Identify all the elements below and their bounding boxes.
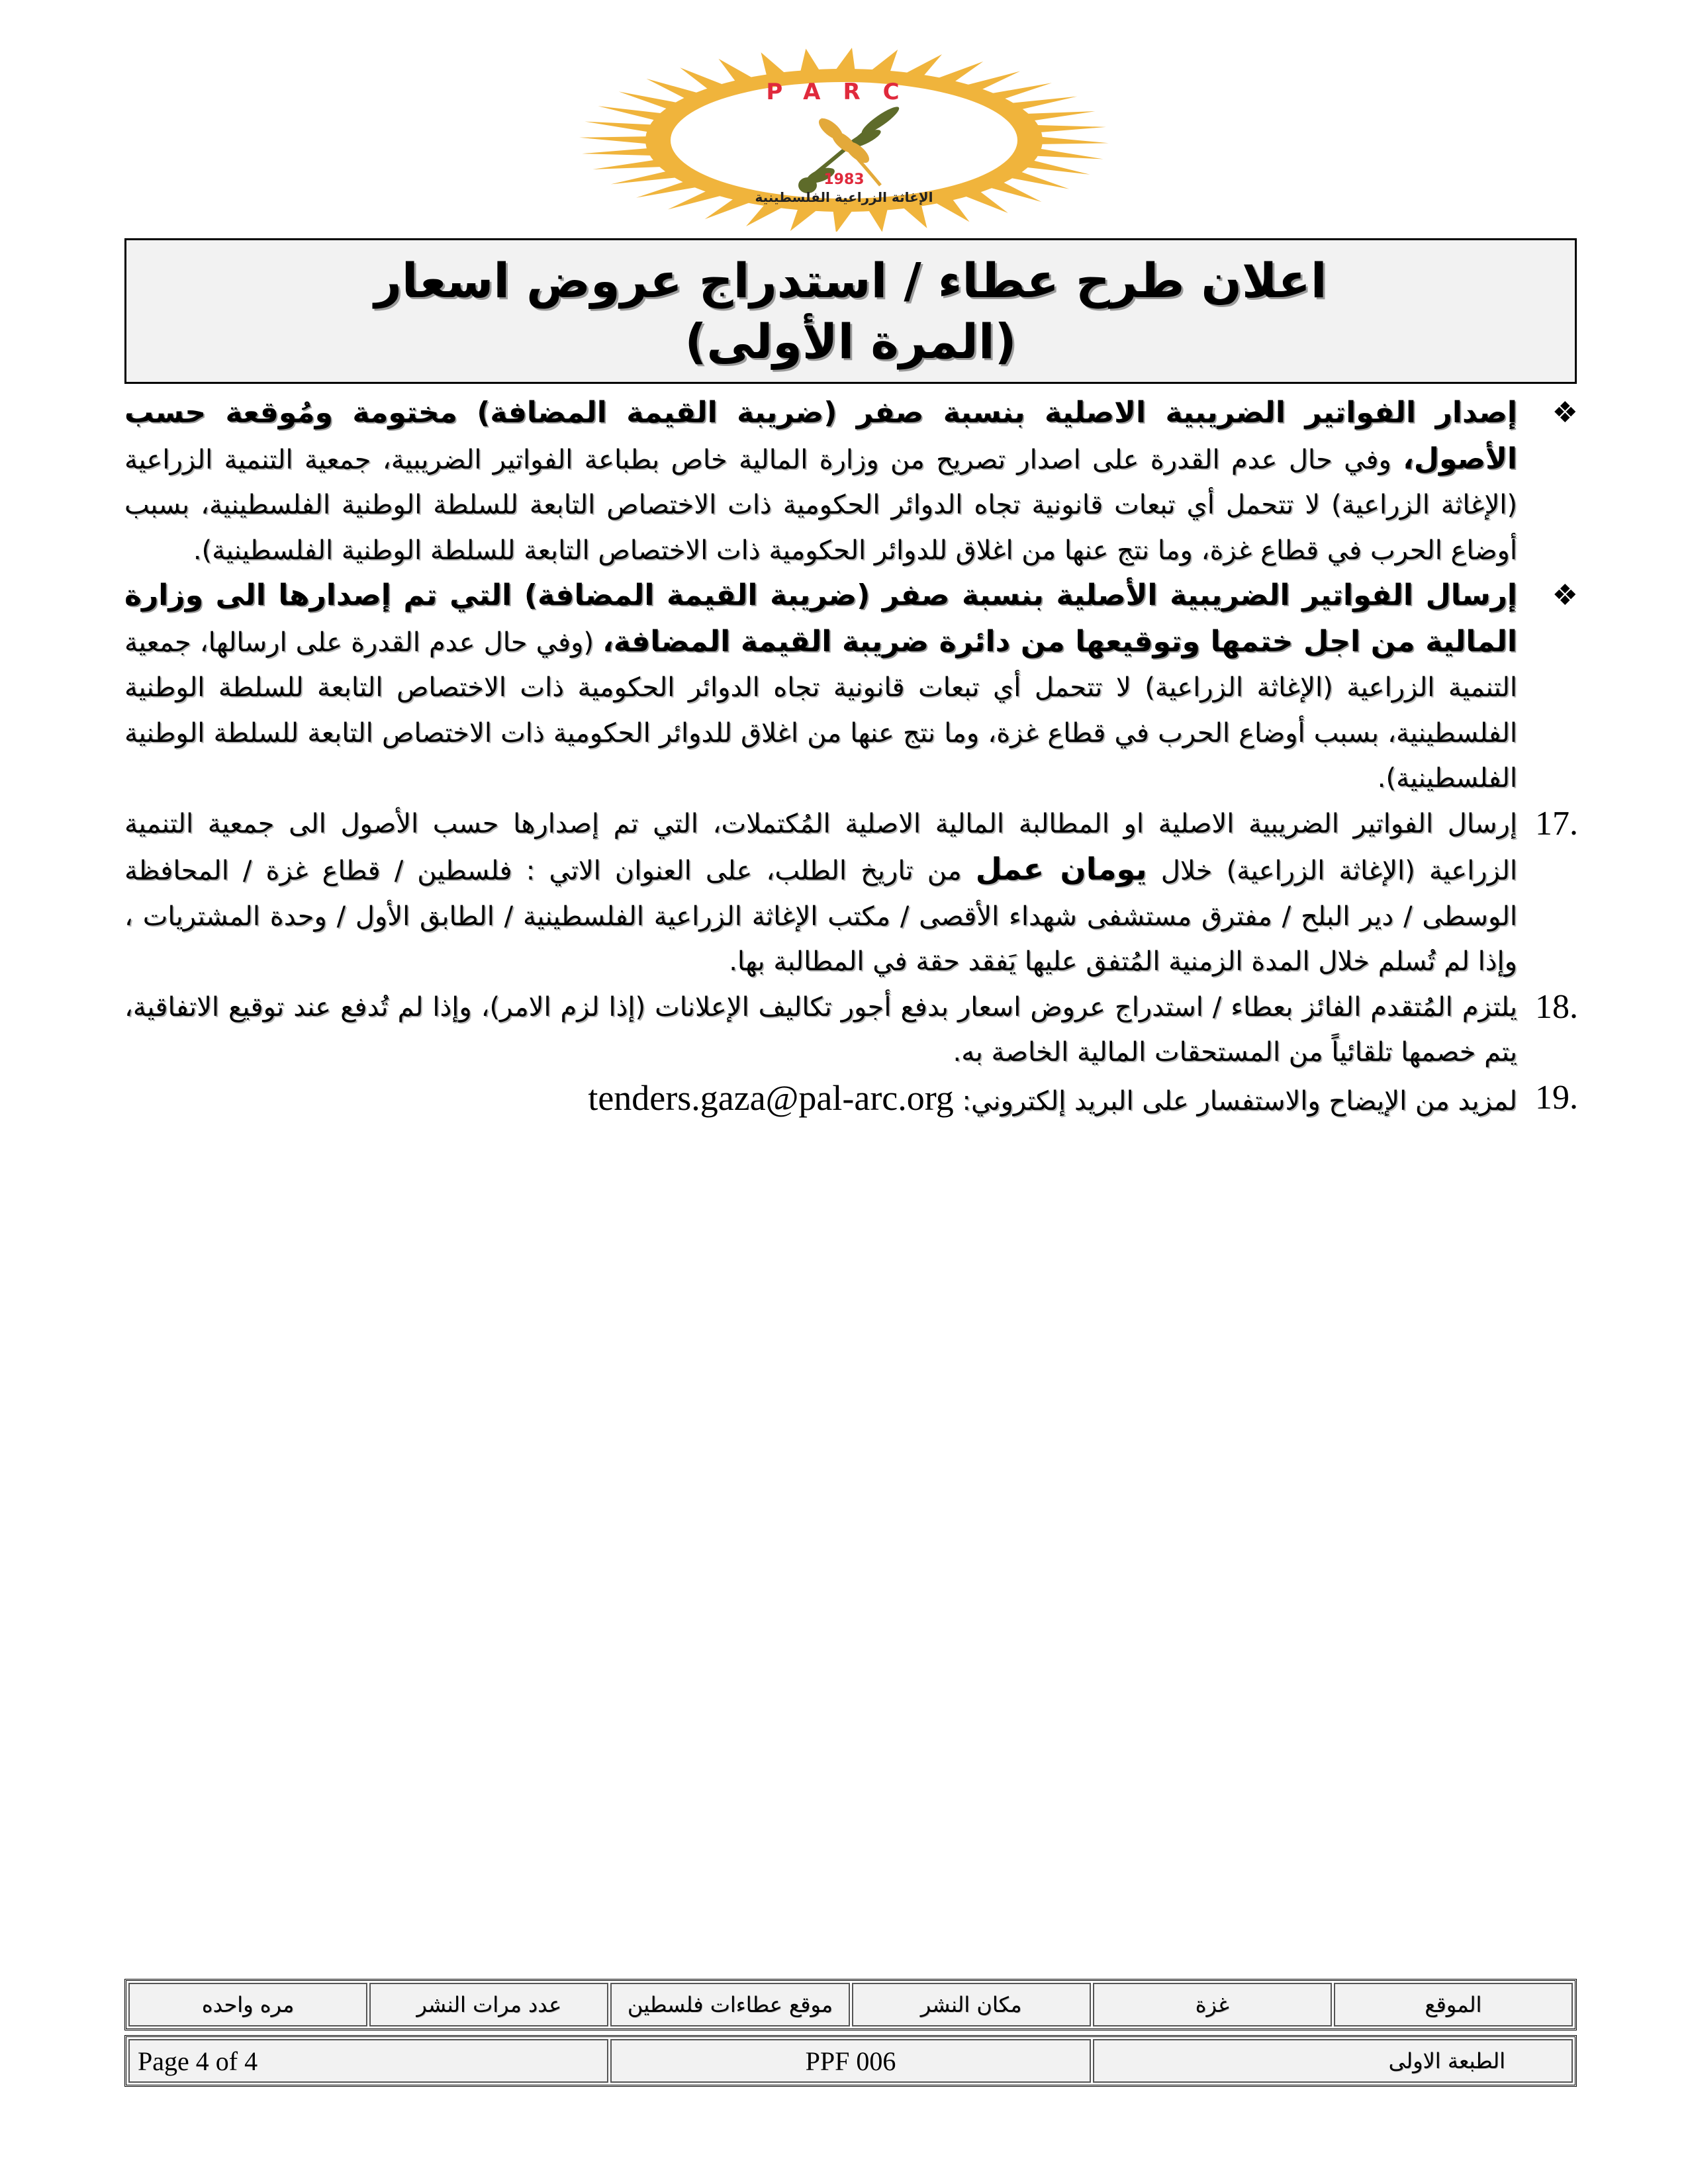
- logo-org-name: الإغاثة الزراعية الفلسطينية: [755, 189, 933, 205]
- terms-list: [124, 390, 1578, 1124]
- publish-count-label: عدد مرات النشر: [369, 1983, 608, 2026]
- logo-graphic: [569, 46, 1119, 232]
- logo-acronym: PARC: [766, 79, 922, 105]
- location-label: الموقع: [1334, 1983, 1573, 2026]
- list-item: [124, 390, 1578, 573]
- page-title: اعلان طرح عطاء / استدراج عروض اسعار: [374, 253, 1327, 308]
- sun-ray: [582, 148, 657, 156]
- sun-ray: [579, 136, 652, 144]
- item-number: 17.: [1535, 804, 1578, 842]
- item-bold-text: إرسال الفواتير الضريبية الأصلية بنسبة صفر (ضريبة القيمة المضافة) التي تم إصدارها الى وزارة المالية من اجل ختمها وتوقيعها من دائرة ضريبة القيمة المضافة،: [124, 578, 1518, 659]
- page-number: Page 4 of 4: [128, 2039, 608, 2083]
- publish-place-value: موقع عطاءات فلسطين: [610, 1983, 849, 2026]
- sun-ray: [1031, 125, 1106, 133]
- sun-ray: [1031, 148, 1103, 159]
- item-text: لمزيد من الإيضاح والاستفسار على البريد إلكتروني:: [953, 1085, 1517, 1116]
- diamond-bullet-icon: ❖: [1552, 396, 1578, 430]
- list-item: [124, 801, 1578, 985]
- sun-ray: [1035, 136, 1108, 144]
- item-number: 18.: [1535, 987, 1578, 1026]
- item-bold-text: إصدار الفواتير الضريبية الاصلية بنسبة صفر (ضريبة القيمة المضافة) مختومة ومُوقعة حسب الأصول،: [124, 396, 1517, 476]
- logo-year: 1983: [823, 171, 865, 188]
- list-item: [124, 1075, 1578, 1124]
- edition-label: الطبعة الاولى: [1093, 2039, 1573, 2083]
- sun-ray: [585, 122, 657, 133]
- item-text: يلتزم المُتقدم الفائز بعطاء / استدراج عروض اسعار بدفع أجور تكاليف الإعلانات (إذا لزم الامر)، وإذا لم تُدفع عند توقيع الاتفاقية، يتم خصمها تلقائياً من المستحقات المالية الخاصة به.: [124, 991, 1517, 1068]
- diamond-bullet-icon: ❖: [1552, 578, 1578, 612]
- location-value: غزة: [1093, 1983, 1332, 2026]
- document-info-table: [124, 2035, 1577, 2087]
- contact-email-link[interactable]: tenders.gaza@pal-arc.org: [588, 1077, 954, 1118]
- item-text: وفي حال عدم القدرة على اصدار تصريح من وزارة المالية خاص بطباعة الفواتير الضريبية، جمعية التنمية الزراعية (الإغاثة الزراعية) لا تتحمل أي تبعات قانونية تجاه الدوائر الحكومية ذات الاختصاص التابعة للسلطة الوطنية الفلسطينية، بسبب أوضاع الحرب في قطاع غزة، وما نتج عنها من اغلاق للدوائر الحكومية ذات الاختصاص التابعة للسلطة الوطنية الفلسطينية).: [124, 444, 1517, 566]
- item-text: (وفي حال عدم القدرة على ارسالها، جمعية التنمية الزراعية (الإغاثة الزراعية) لا تتحمل أي تبعات قانونية تجاه الدوائر الحكومية ذات الاختصاص التابعة للسلطة الوطنية الفلسطينية، بسبب أوضاع الحرب في قطاع غزة، وما نتج عنها من اغلاق للدوائر الحكومية ذات الاختصاص التابعة للسلطة الوطنية الفلسطينية).: [124, 627, 1517, 794]
- item-number: 19.: [1535, 1078, 1578, 1116]
- item-text: إرسال الفواتير الضريبية الاصلية او المطالبة المالية الاصلية المُكتملات، التي تم إصدارها حسب الأصول الى جمعية التنمية الزراعية (الإغاثة الزراعية) خلال: [124, 808, 1517, 886]
- list-item: [124, 985, 1578, 1075]
- announcement-title-box: [124, 238, 1577, 384]
- item-strong-text: يومان عمل: [975, 851, 1147, 887]
- publish-count-value: مره واحده: [128, 1983, 367, 2026]
- page-subtitle: (المرة الأولى): [684, 314, 1017, 369]
- item-text: من تاريخ الطلب، على العنوان الاتي : فلسطين / قطاع غزة / المحافظة الوسطى / دير البلح / مفترق مستشفى شهداء الأقصى / مكتب الإغاثة الزراعية الفلسطينية / الطابق الأول / وحدة المشتريات ، وإذا لم تُسلم خلال المدة الزمنية المُتفق عليها يَفقد حقة في المطالبة بها.: [124, 856, 1517, 977]
- parc-logo: [569, 46, 1119, 232]
- publish-place-label: مكان النشر: [852, 1983, 1091, 2026]
- publication-info-table: [124, 1979, 1577, 2030]
- list-item: [124, 573, 1578, 801]
- form-code: PPF 006: [610, 2039, 1090, 2083]
